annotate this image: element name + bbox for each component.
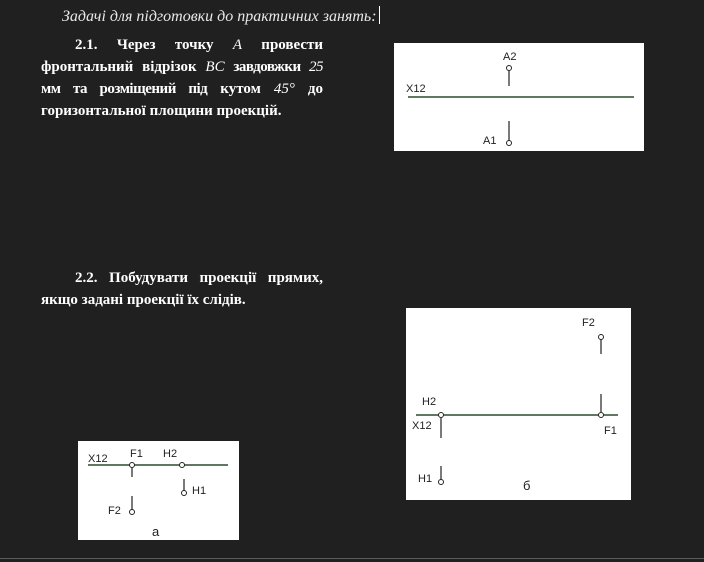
h1-label: H1 [192,485,207,497]
segment-bc-label: BC [205,59,225,75]
h2-point [180,463,185,468]
h1-label: H1 [418,473,433,485]
figure-b-caption: б [523,478,531,493]
task-2-2-text: Побудувати проекції прямих, якщо задані проекції їх слідів. [41,270,324,308]
f1-point [130,463,135,468]
task-2-2-number: 2.2. [75,270,98,286]
task-2-1-text: провести [261,37,324,53]
task-2-1-text: Через [116,37,156,53]
angle-value: 45° [273,81,295,97]
figure-a [78,441,239,540]
task-2-1-text: відрізок [142,59,197,75]
header-title: Задачі для підготовки до практичних занять: [62,8,377,25]
f2-label: F2 [108,505,121,517]
figure-point-a [394,43,644,151]
figure-a-drawing [78,441,239,540]
f1-point [599,413,604,418]
task-2-1-text: точку [174,37,214,53]
axis-x12-label: X12 [406,83,426,95]
f2-label: F2 [582,317,595,329]
h2-label: H2 [163,448,178,460]
f1-label: F1 [130,448,143,460]
axis-x12-label: X12 [412,420,432,432]
h2-label: H2 [422,396,437,408]
a2-point [507,66,512,71]
page-header [62,6,380,26]
h1-point [439,480,444,485]
task-2-1-text: мм та розміщений під [41,81,208,97]
axis-x12-label: X12 [88,453,108,465]
task-2-1-text: площини проекцій. [149,103,282,119]
task-2-1-text: до [307,81,323,97]
bottom-edge-line [0,558,704,559]
f1-label: F1 [604,425,617,437]
figure-b [406,308,631,500]
task-2-1-text: горизонтальної [41,103,146,119]
task-2-1 [41,34,323,122]
f2-point [599,335,604,340]
figure-b-drawing [406,308,631,500]
task-2-1-text: кутом [220,81,261,97]
length-value: 25 [309,59,324,75]
figure-a-caption: а [152,524,160,539]
text-cursor [379,6,380,24]
task-2-1-text: фронтальний [41,59,134,75]
point-a-label: A [232,37,242,53]
a2-label: A2 [503,51,517,63]
task-2-2 [41,267,323,311]
a1-point [507,141,512,146]
a1-label: A1 [483,135,497,147]
figure-point-a-drawing [394,43,644,151]
task-2-1-number: 2.1. [75,37,98,53]
h1-point [182,491,187,496]
h2-point [439,413,444,418]
f2-point [130,510,135,515]
task-2-1-text: завдовжки [233,59,301,75]
